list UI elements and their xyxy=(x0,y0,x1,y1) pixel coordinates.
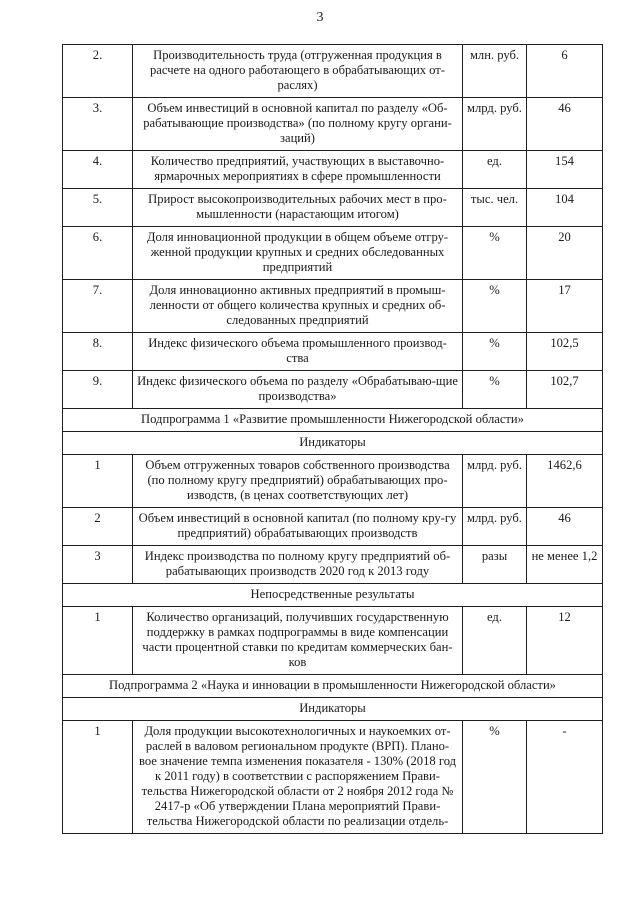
table-row xyxy=(63,607,603,675)
row-unit: % xyxy=(463,721,527,834)
row-unit: % xyxy=(463,280,527,333)
row-number: 6. xyxy=(63,227,133,280)
row-unit: % xyxy=(463,333,527,371)
row-description: Производительность труда (отгруженная продукция в расчете на одного работающего в обрабатывающих от-раслях) xyxy=(133,45,463,98)
row-number: 4. xyxy=(63,151,133,189)
row-unit: млрд. руб. xyxy=(463,508,527,546)
row-value: 46 xyxy=(527,508,603,546)
row-description: Доля инновационно активных предприятий в промыш-ленности от общего количества крупных и средних об-следованных предприятий xyxy=(133,280,463,333)
row-unit: % xyxy=(463,371,527,409)
subprogram-1-title: Подпрограмма 1 «Развитие промышленности Нижегородской области» xyxy=(63,409,603,432)
row-value: 20 xyxy=(527,227,603,280)
row-description: Количество предприятий, участвующих в выставочно-ярмарочных мероприятиях в сфере промышленности xyxy=(133,151,463,189)
table-row xyxy=(63,508,603,546)
section-row xyxy=(63,698,603,721)
row-number: 3. xyxy=(63,98,133,151)
table-row xyxy=(63,333,603,371)
row-value: 6 xyxy=(527,45,603,98)
row-unit: тыс. чел. xyxy=(463,189,527,227)
row-value: 12 xyxy=(527,607,603,675)
page-number: 3 xyxy=(316,10,324,25)
table-row xyxy=(63,280,603,333)
row-description: Индекс физического объема промышленного производ-ства xyxy=(133,333,463,371)
row-unit: млн. руб. xyxy=(463,45,527,98)
row-number: 2. xyxy=(63,45,133,98)
table-row xyxy=(63,45,603,98)
section-row xyxy=(63,675,603,698)
table-row xyxy=(63,98,603,151)
row-value: 1462,6 xyxy=(527,455,603,508)
table-row xyxy=(63,189,603,227)
subprogram-1-results-heading: Непосредственные результаты xyxy=(63,584,603,607)
row-description: Доля продукции высокотехнологичных и наукоемких от-раслей в валовом региональном продукте (ВРП). Плано-вое значение темпа изменения показателя - 130% (2018 год к 2011 году) в соответствии с распоряжением Прави-тельства Нижегородской области от 2 ноября 2012 года № 2417-р «Об утверждении Плана мероприятий Прави-тельства Нижегородской области по реализации отдель- xyxy=(133,721,463,834)
row-number: 8. xyxy=(63,333,133,371)
row-description: Прирост высокопроизводительных рабочих мест в про-мышленности (нарастающим итогом) xyxy=(133,189,463,227)
row-value: - xyxy=(527,721,603,834)
table-row xyxy=(63,151,603,189)
row-unit: % xyxy=(463,227,527,280)
row-value: 104 xyxy=(527,189,603,227)
table-row xyxy=(63,227,603,280)
row-description: Индекс производства по полному кругу предприятий об-рабатывающих производств 2020 год к 2013 году xyxy=(133,546,463,584)
subprogram-2-title: Подпрограмма 2 «Наука и инновации в промышленности Нижегородской области» xyxy=(63,675,603,698)
row-value: 102,7 xyxy=(527,371,603,409)
row-number: 5. xyxy=(63,189,133,227)
row-value: 154 xyxy=(527,151,603,189)
section-row xyxy=(63,432,603,455)
row-description: Объем отгруженных товаров собственного производства (по полному кругу предприятий) обрабатывающих про-изводств, (в ценах соответствующих лет) xyxy=(133,455,463,508)
row-number: 7. xyxy=(63,280,133,333)
row-value: 46 xyxy=(527,98,603,151)
indicators-table xyxy=(62,44,603,834)
subprogram-2-indicators-heading: Индикаторы xyxy=(63,698,603,721)
section-row xyxy=(63,584,603,607)
row-number: 3 xyxy=(63,546,133,584)
row-unit: ед. xyxy=(463,607,527,675)
subprogram-1-indicators-heading: Индикаторы xyxy=(63,432,603,455)
row-unit: млрд. руб. xyxy=(463,98,527,151)
table-row xyxy=(63,546,603,584)
table-row xyxy=(63,721,603,834)
row-number: 1 xyxy=(63,607,133,675)
row-value: не менее 1,2 xyxy=(527,546,603,584)
row-unit: млрд. руб. xyxy=(463,455,527,508)
table-row xyxy=(63,455,603,508)
row-value: 17 xyxy=(527,280,603,333)
row-description: Объем инвестиций в основной капитал (по полному кру-гу предприятий) обрабатывающих производств xyxy=(133,508,463,546)
row-description: Доля инновационной продукции в общем объеме отгру-женной продукции крупных и средних обследованных предприятий xyxy=(133,227,463,280)
row-unit: ед. xyxy=(463,151,527,189)
row-description: Объем инвестиций в основной капитал по разделу «Об-рабатывающие производства» (по полному кругу органи-заций) xyxy=(133,98,463,151)
row-description: Индекс физического объема по разделу «Обрабатываю-щие производства» xyxy=(133,371,463,409)
table-row xyxy=(63,371,603,409)
row-number: 1 xyxy=(63,721,133,834)
row-number: 1 xyxy=(63,455,133,508)
row-description: Количество организаций, получивших государственную поддержку в рамках подпрограммы в виде компенсации части процентной ставки по кредитам коммерческих бан-ков xyxy=(133,607,463,675)
row-number: 9. xyxy=(63,371,133,409)
row-value: 102,5 xyxy=(527,333,603,371)
section-row xyxy=(63,409,603,432)
row-unit: разы xyxy=(463,546,527,584)
row-number: 2 xyxy=(63,508,133,546)
